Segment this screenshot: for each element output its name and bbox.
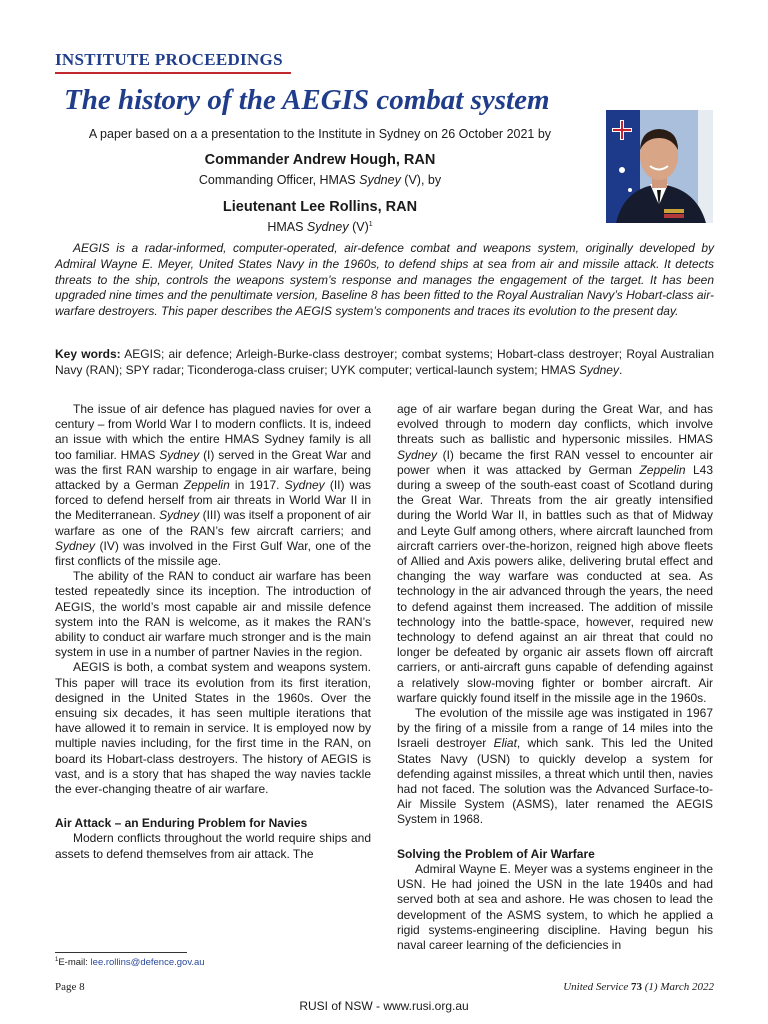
paragraph-6: The evolution of the missile age was instigated in 1967 by the firing of a missile from a range of 14 miles into the Israeli destroyer Eliat, which sank. This led the United States Navy (USN) to quickly develop a system for defending against missiles, a threat which until then, navies had not faced. The solution was the Advanced Surface-to-Air Missile System (ASMS), later renamed the AEGIS System in 1968. (397, 706, 713, 827)
footnote-rule (55, 952, 187, 953)
paragraph-5: age of air warfare began during the Great War, and has evolved through to modern day conflicts, which involve threats such as ballistic and hypersonic missiles. HMAS Sydney (I) became the first RAN vessel to encounter air power when it was attacked by German Zeppelin L43 during a sweep of the south-east coast of Scotland during the Great War. Threats from the air greatly intensified during the World War II, in battles such as that of Midway and Leyte Gulf among others, where aircraft launched from aircraft carriers over-the-horizon, reigned high above fleets of Allied and Axis powers alike, delivering brutal effect and changing the way warfare was conducted at sea. As technology in the air advanced through the years, the need to defend against them increased. The addition of missile technology into the battle-space, however, required new technology to defend against an air threat that could no longer be defeated by organic air assets flown off aircraft carriers, or anti-aircraft guns capable of defending against a relatively slow-moving fighter or bomber aircraft. Air warfare quickly found itself in the missile age in the 1960s. (397, 402, 714, 705)
paragraph-2: The ability of the RAN to conduct air warfare has been tested repeatedly since its inception. The introduction of AEGIS, the world’s most capable air and missile defence system into the RAN is welcome, as it makes the RAN’s ability to conduct air warfare much stronger and is the main system in use in a number of partner Navies in the region. (55, 569, 371, 660)
page-number: Page 8 (55, 981, 85, 993)
paragraph-3: AEGIS is both, a combat system and weapons system. This paper will trace its evolution from its first iteration, designed in the United States in the 1960s. Over the ensuing six decades, it has seen multiple iterations that have allowed it to remain in service. It is employed now by multiple navies including, for the first time in the RAN, on board its Hobart-class destroyers. The history of AEGIS is vast, and is a story that has shaped the way navies tackle the ever-changing theatre of air warfare. (55, 660, 371, 797)
author-role-1: Commanding Officer, HMAS Sydney (V), by (198, 173, 442, 187)
article-title: The history of the AEGIS combat system (64, 84, 550, 116)
paragraph-4: Modern conflicts throughout the world require ships and assets to defend themselves from air attack. The (55, 831, 371, 861)
paragraph-1: The issue of air defence has plagued navies for over a century – from World War I to modern conflicts. It is, indeed an issue with which the entire HMAS Sydney family is all too familiar. HMAS Sydney (I) served in the Great War and was the first RAN warship to engage in air warfare, being attacked by a German Zeppelin in 1917. Sydney (II) was forced to defend herself from air threats in World War II in the Mediterranean. Sydney (III) was itself a proponent of air warfare as one of the RAN’s few aircraft carriers; and Sydney (IV) was involved in the First Gulf War, one of the first conflicts of the missile age. (55, 402, 372, 569)
author-name-2: Lieutenant Lee Rollins, RAN (222, 199, 418, 215)
section-heading-air-attack: Air Attack – an Enduring Problem for Navies (55, 816, 308, 831)
body-column-right (397, 402, 713, 953)
footnote-email-link[interactable]: lee.rollins@defence.gov.au (90, 957, 205, 969)
section-label: INSTITUTE PROCEEDINGS (55, 50, 283, 69)
author-photo (606, 110, 713, 223)
abstract: AEGIS is a radar-informed, computer-operated, air-defence combat and weapons system, originally developed by Admiral Wayne E. Meyer, United States Navy in the 1960s, to defend ships at sea from air and missile attack. It detects threats to the ship, controls the weapons system’s response and manages the engagement of the target. It has been upgraded nine times and the penultimate version, Baseline 8 has been fitted to the Royal Australian Navy’s Hobart-class air-warfare destroyers. This paper describes the AEGIS system’s components and traces its evolution to the present day. (55, 241, 714, 319)
section-rule (55, 72, 291, 74)
keywords: Key words: AEGIS; air defence; Arleigh-Burke-class destroyer; combat systems; Hobart-class destroyer; Royal Australian Navy (RAN); SPY radar; Ticonderoga-class cruiser; UYK computer; vertical-launch system; HMAS Sydney. (55, 347, 714, 377)
paragraph-7: Admiral Wayne E. Meyer was a systems engineer in the USN. He had joined the USN in the late 1940s and had served both at sea and ashore. He was chosen to lead the development of the ASMS system, to which he applied a rigid systems-engineering discipline. Having begun his naval career learning of the deficiencies in (397, 861, 713, 952)
author-role-2: HMAS Sydney $(V)^1$ (267, 220, 373, 234)
body-column-left (55, 402, 371, 862)
journal-citation: United Service 73 (1) March 2022 (563, 981, 714, 993)
footnote: $^1$E-mail: lee.rollins@defence.gov.au (55, 957, 205, 969)
author-portrait-image (606, 110, 713, 223)
site-footer: RUSI of NSW - www.rusi.org.au (299, 999, 469, 1013)
article-subtitle: A paper based on a a presentation to the Institute in Sydney on 26 October 2021 by (88, 127, 552, 141)
author-name-1: Commander Andrew Hough, RAN (204, 152, 436, 168)
section-heading-solving: Solving the Problem of Air Warfare (397, 846, 595, 861)
